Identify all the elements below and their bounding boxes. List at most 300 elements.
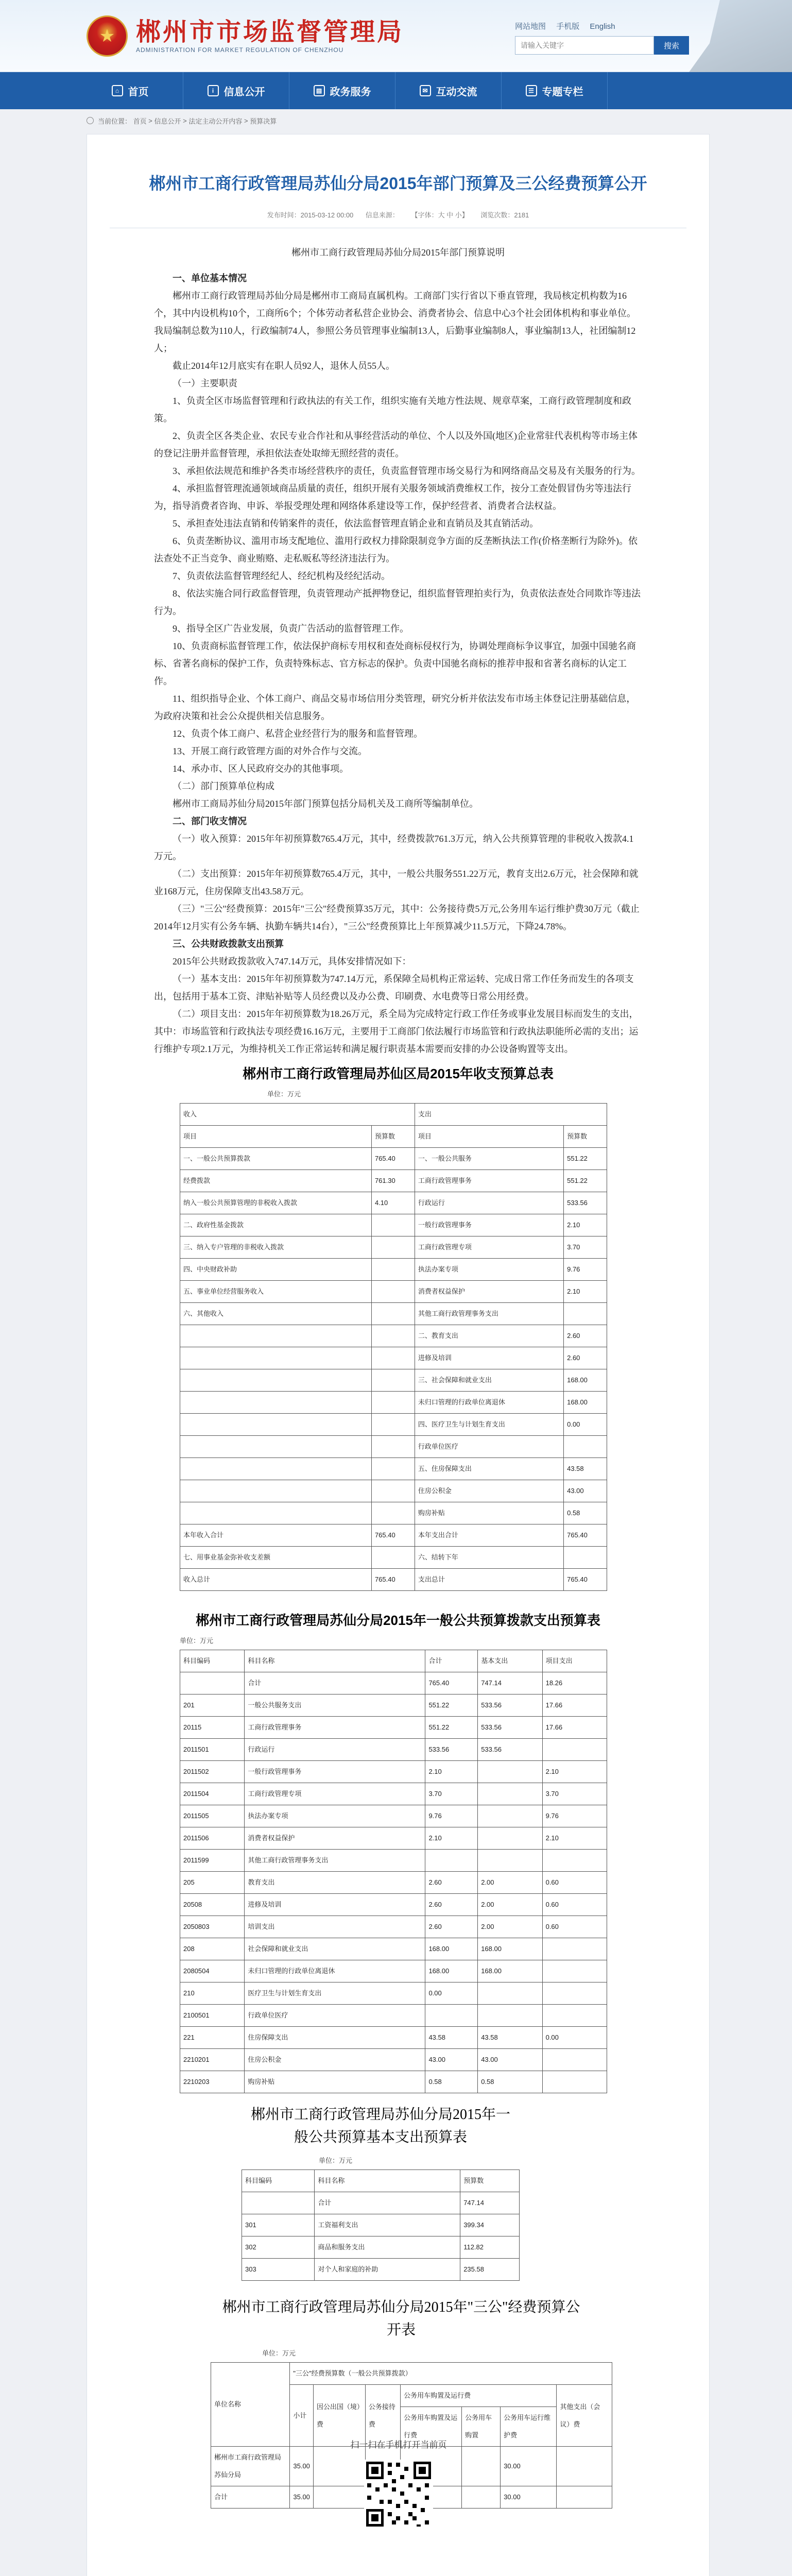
table-cell: [180, 1458, 372, 1480]
table-row: [180, 1717, 607, 1739]
table-cell: 43.58: [564, 1458, 607, 1480]
table-row: [180, 1347, 607, 1369]
table-cell: 235.58: [460, 2259, 520, 2281]
article-meta: [87, 210, 709, 219]
nav-interaction[interactable]: ✉ 互动交流: [395, 72, 502, 109]
table-cell: 2100501: [180, 2005, 245, 2027]
table-cell: 551.22: [425, 1694, 478, 1717]
table-cell: [371, 1325, 415, 1347]
paragraph: 6、负责垄断协议、滥用市场支配地位、滥用行政权力排除限制竞争方面的反垄断执法工作(价格垄断行为除外)。依法查处不正当竞争、商业贿赂、走私贩私等经济违法行为。: [154, 536, 638, 564]
table-cell: [542, 1739, 607, 1761]
table-row: [180, 1392, 607, 1414]
table-cell: 工商行政管理事务: [245, 1717, 425, 1739]
table-row: [180, 1303, 607, 1325]
table-row: [242, 2236, 520, 2259]
table-cell: 0.60: [542, 1916, 607, 1938]
view-count: 浏览次数：2181: [480, 211, 529, 219]
table-cell: [542, 1960, 607, 1982]
table-cell: 其他工商行政管理事务支出: [415, 1303, 563, 1325]
basic-expense-table: [242, 2170, 520, 2281]
table-cell: 合计: [211, 2486, 290, 2509]
top-link-english[interactable]: English: [590, 22, 615, 31]
top-link-mobile[interactable]: 手机版: [556, 22, 580, 31]
table-cell: 购房补贴: [245, 2071, 425, 2093]
table-cell: 168.00: [564, 1369, 607, 1392]
table-cell: [371, 1502, 415, 1524]
paragraph: 三、公共财政拨款支出预算: [173, 939, 284, 949]
table-cell: [478, 1761, 542, 1783]
table-cell: 20115: [180, 1717, 245, 1739]
table-cell: 0.58: [425, 2071, 478, 2093]
table-cell: [371, 1414, 415, 1436]
publish-time: 发布时间：2015-03-12 00:00: [267, 211, 354, 219]
table-cell: 210: [180, 1982, 245, 2005]
table-cell: [371, 1214, 415, 1236]
table-row: [180, 1414, 607, 1436]
table-cell: 2011599: [180, 1850, 245, 1872]
nav-topics[interactable]: ☰ 专题专栏: [502, 72, 608, 109]
table-cell: 经费拨款: [180, 1170, 372, 1192]
table-cell: [180, 1325, 372, 1347]
table-cell: 2.10: [542, 1827, 607, 1850]
table-cell: 302: [242, 2236, 315, 2259]
table-cell: 168.00: [478, 1960, 542, 1982]
breadcrumb-home[interactable]: 首页: [133, 117, 147, 125]
breadcrumb-info[interactable]: 信息公开: [154, 117, 181, 125]
table-row: [180, 1259, 607, 1281]
table-cell: 30.00: [501, 2447, 557, 2486]
paragraph: （一）主要职责: [173, 378, 237, 388]
site-subtitle: ADMINISTRATION FOR MARKET REGULATION OF CHENZHOU: [136, 46, 344, 54]
paragraph: 4、承担监督管理流通领域商品质量的责任，组织开展有关服务领域消费维权工作，按分工查处假冒伪劣等违法行为，指导消费者咨询、申诉、举报受理处理和网络体系建设等工作，保护经营者、消费者合法权益。: [154, 483, 631, 511]
table-row: [180, 1569, 607, 1591]
top-links: [515, 21, 624, 31]
table-cell: 购房补贴: [415, 1502, 563, 1524]
table-cell: [371, 1458, 415, 1480]
table-row: [180, 2049, 607, 2071]
table-cell: 住房保障支出: [245, 2027, 425, 2049]
table-row: [180, 1960, 607, 1982]
table-cell: 一般公共服务支出: [245, 1694, 425, 1717]
table-row: [180, 1938, 607, 1960]
paragraph: 郴州市工商局苏仙分局2015年部门预算包括分局机关及工商所等编制单位。: [173, 799, 478, 809]
table-row: [180, 1827, 607, 1850]
table-cell: 35.00: [290, 2447, 314, 2486]
table-cell: 205: [180, 1872, 245, 1894]
table1-unit: 单位：万元: [267, 1090, 301, 1098]
table-cell: 支出总计: [415, 1569, 563, 1591]
table-cell: 执法办案专项: [245, 1805, 425, 1827]
table-cell: 2050803: [180, 1916, 245, 1938]
table-header: 项目: [415, 1126, 563, 1148]
table-cell: 765.40: [425, 1672, 478, 1694]
table-cell: 2.60: [425, 1894, 478, 1916]
search-input[interactable]: [515, 36, 654, 55]
table-cell: 2011502: [180, 1761, 245, 1783]
public-budget-expense-table: [180, 1650, 607, 2093]
table-cell: 四、中央财政补助: [180, 1259, 372, 1281]
table-cell: 四、医疗卫生与计划生育支出: [415, 1414, 563, 1436]
table-cell: [180, 1672, 245, 1694]
table-cell: 43.58: [478, 2027, 542, 2049]
table-cell: 20508: [180, 1894, 245, 1916]
service-icon: ▤: [314, 85, 325, 96]
table1-title: 郴州市工商行政管理局苏仙区局2015年收支预算总表: [243, 1066, 554, 1081]
table-cell: 行政运行: [415, 1192, 563, 1214]
table-row: [180, 1672, 607, 1694]
table-row: [180, 1148, 607, 1170]
table-row: [180, 1547, 607, 1569]
table-row: [180, 1524, 607, 1547]
table-cell: 六、其他收入: [180, 1303, 372, 1325]
table-cell: 工商行政管理事务: [415, 1170, 563, 1192]
table-cell: 合计: [315, 2192, 460, 2214]
table-cell: 2.00: [478, 1872, 542, 1894]
table-cell: [564, 1547, 607, 1569]
table-cell: [371, 1281, 415, 1303]
table-cell: 住房公积金: [245, 2049, 425, 2071]
table-cell: 533.56: [425, 1739, 478, 1761]
table-cell: 教育支出: [245, 1872, 425, 1894]
table-cell: 商品和服务支出: [315, 2236, 460, 2259]
table-cell: 168.00: [564, 1392, 607, 1414]
article-title: 郴州市工商行政管理局苏仙分局2015年部门预算及三公经费预算公开: [149, 174, 647, 193]
table-cell: 9.76: [542, 1805, 607, 1827]
paragraph: （二）部门预算单位构成: [173, 781, 274, 791]
table-cell: 社会保障和就业支出: [245, 1938, 425, 1960]
table-header: 项目: [180, 1126, 372, 1148]
paragraph-list: [154, 269, 642, 1058]
table-cell: [542, 1850, 607, 1872]
table-cell: 医疗卫生与计划生育支出: [245, 1982, 425, 2005]
table-cell: 一、一般公共服务: [415, 1148, 563, 1170]
table-cell: 住房公积金: [415, 1480, 563, 1502]
nav-home[interactable]: ⌂ 首页: [77, 72, 183, 109]
table-cell: 168.00: [425, 1938, 478, 1960]
table-cell: [564, 1436, 607, 1458]
table-cell: 4.10: [371, 1192, 415, 1214]
nav-service[interactable]: ▤ 政务服务: [289, 72, 395, 109]
table-cell: 2210203: [180, 2071, 245, 2093]
table-cell: 533.56: [478, 1739, 542, 1761]
table-cell: 工商行政管理专项: [245, 1783, 425, 1805]
qr-section: [87, 2437, 710, 2529]
table-row: [180, 1761, 607, 1783]
table-row: [180, 1694, 607, 1717]
table-header: 单位名称: [211, 2363, 290, 2447]
article-content: [87, 228, 709, 2509]
table3-title: 郴州市工商行政管理局苏仙分局2015年一般公共预算基本支出预算表: [250, 2107, 510, 2145]
table-cell: 五、住房保障支出: [415, 1458, 563, 1480]
lion-statue-image: [689, 0, 792, 72]
table-cell: 17.66: [542, 1717, 607, 1739]
table-cell: 43.58: [425, 2027, 478, 2049]
table3-unit: 单位：万元: [319, 2157, 353, 2164]
font-size-switch[interactable]: 【字体：大 中 小】: [411, 211, 469, 219]
paragraph: 5、承担查处违法直销和传销案件的责任，依法监督管理直销企业和直销员及其直销活动。: [173, 518, 539, 529]
table-row: [180, 1502, 607, 1524]
table2-unit: 单位：万元: [180, 1637, 214, 1645]
breadcrumb: 当前位置： 首页 > 信息公开 > 法定主动公开内容 > 预算决算: [0, 109, 792, 132]
table-cell: 301: [242, 2214, 315, 2236]
table-row: [180, 1805, 607, 1827]
breadcrumb-public-content[interactable]: 法定主动公开内容: [188, 117, 243, 125]
table-cell: [564, 1303, 607, 1325]
table-cell: 112.82: [460, 2236, 520, 2259]
table-header: "三公"经费预算数（一般公共预算拨款）: [290, 2363, 612, 2385]
table-row: [180, 1281, 607, 1303]
table-row: [242, 2192, 520, 2214]
paragraph: 13、开展工商行政管理方面的对外合作与交流。: [173, 746, 367, 756]
table-cell: 进修及培训: [415, 1347, 563, 1369]
site-header: [0, 0, 792, 72]
paragraph: 10、负责商标监督管理工作，依法保护商标专用权和查处商标侵权行为，协调处理商标争议事宜，加强中国驰名商标、省著名商标的保护工作，负责特殊标志、官方标志的保护。负责中国驰名商标的推荐申报和省著名商标的认定工作。: [154, 641, 636, 686]
table-cell: 303: [242, 2259, 315, 2281]
table-cell: [478, 2005, 542, 2027]
table-cell: [180, 1414, 372, 1436]
site-logo[interactable]: [87, 15, 404, 57]
table-row: [180, 1894, 607, 1916]
table-cell: 168.00: [425, 1960, 478, 1982]
table-cell: 合计: [245, 1672, 425, 1694]
table-cell: [371, 1369, 415, 1392]
national-emblem-icon: ★: [87, 15, 128, 57]
table-cell: 本年支出合计: [415, 1524, 563, 1547]
table-cell: 3.70: [564, 1236, 607, 1259]
breadcrumb-budget[interactable]: 预算决算: [250, 117, 277, 125]
table-cell: 168.00: [478, 1938, 542, 1960]
table-cell: 执法办案专项: [415, 1259, 563, 1281]
table-cell: 对个人和家庭的补助: [315, 2259, 460, 2281]
table-header: 收入: [180, 1104, 415, 1126]
table-header: 科目编码: [180, 1650, 245, 1672]
table-cell: 工资福利支出: [315, 2214, 460, 2236]
table-cell: 747.14: [460, 2192, 520, 2214]
table-cell: 17.66: [542, 1694, 607, 1717]
table-cell: 三、社会保障和就业支出: [415, 1369, 563, 1392]
paragraph: 1、负责全区市场监督管理和行政执法的有关工作，组织实施有关地方性法规、规章草案，工商行政管理制度和政策。: [154, 396, 631, 423]
table-cell: 2210201: [180, 2049, 245, 2071]
info-icon: i: [208, 85, 219, 96]
table-cell: 一、一般公共预算拨款: [180, 1148, 372, 1170]
table-row: [180, 1192, 607, 1214]
table-cell: 533.56: [478, 1694, 542, 1717]
table-row: [180, 1982, 607, 2005]
search-bar: [515, 36, 689, 55]
table-cell: 221: [180, 2027, 245, 2049]
table-row: [180, 1480, 607, 1502]
table-cell: 2.10: [425, 1827, 478, 1850]
paragraph: 9、指导全区广告业发展，负责广告活动的监督管理工作。: [173, 623, 409, 634]
table-cell: [478, 1783, 542, 1805]
table-cell: 208: [180, 1938, 245, 1960]
table-header: 其他支出（会议）费: [557, 2385, 612, 2447]
table-cell: 2.60: [425, 1872, 478, 1894]
table-cell: 3.70: [542, 1783, 607, 1805]
table-cell: [478, 1850, 542, 1872]
table-cell: [180, 1392, 372, 1414]
table-row: [180, 2071, 607, 2093]
table-row: [180, 1739, 607, 1761]
table-cell: 765.40: [564, 1569, 607, 1591]
table-cell: 0.58: [564, 1502, 607, 1524]
table-header: 预算数: [460, 2170, 520, 2192]
table-cell: [425, 2005, 478, 2027]
table-cell: 9.76: [564, 1259, 607, 1281]
table-header: 支出: [415, 1104, 607, 1126]
table-cell: 2.60: [564, 1325, 607, 1347]
table-header: 基本支出: [478, 1650, 542, 1672]
table-cell: [371, 1347, 415, 1369]
table-row: [180, 1236, 607, 1259]
table-header: 预算数: [564, 1126, 607, 1148]
table4-unit: 单位：万元: [262, 2349, 296, 2357]
table-cell: 2011501: [180, 1739, 245, 1761]
table-cell: [542, 2071, 607, 2093]
table-cell: 43.00: [425, 2049, 478, 2071]
table-header: 因公出国（境）费: [313, 2385, 365, 2447]
table-cell: 消费者权益保护: [245, 1827, 425, 1850]
chat-icon: ✉: [420, 85, 431, 96]
table-cell: [478, 1982, 542, 2005]
table-row: [180, 1436, 607, 1458]
table-cell: 2.10: [425, 1761, 478, 1783]
table-cell: 培训支出: [245, 1916, 425, 1938]
table-cell: 9.76: [425, 1805, 478, 1827]
table-cell: [542, 1938, 607, 1960]
table-header: 科目编码: [242, 2170, 315, 2192]
table-header: 科目名称: [315, 2170, 460, 2192]
table-header: 项目支出: [542, 1650, 607, 1672]
table-row: [180, 1170, 607, 1192]
nav-info[interactable]: i 信息公开: [183, 72, 289, 109]
table-cell: [180, 1436, 372, 1458]
table-cell: 2011504: [180, 1783, 245, 1805]
table-cell: 533.56: [478, 1717, 542, 1739]
table-cell: 201: [180, 1694, 245, 1717]
paragraph: （三）"三公"经费预算：2015年"三公"经费预算35万元，其中：公务接待费5万元,公务用车运行维护费30万元（截止2014年12月实有公务车辆、执勤车辆共14台），"三公"经费预算比上年预算减少11.5万元，下降24.78%。: [154, 904, 640, 931]
paragraph: 14、承办市、区人民政府交办的其他事项。: [173, 764, 349, 774]
table-cell: [371, 1480, 415, 1502]
table-cell: 进修及培训: [245, 1894, 425, 1916]
table-header: 科目名称: [245, 1650, 425, 1672]
table-row: [180, 1369, 607, 1392]
table-header: 合计: [425, 1650, 478, 1672]
table-cell: 3.70: [425, 1783, 478, 1805]
table-cell: 2.00: [478, 1916, 542, 1938]
table-cell: 0.60: [542, 1872, 607, 1894]
search-button[interactable]: 搜索: [654, 36, 689, 55]
table-cell: 郴州市工商行政管理局苏仙分局: [211, 2447, 290, 2486]
table-cell: 2011505: [180, 1805, 245, 1827]
table-cell: 533.56: [564, 1192, 607, 1214]
qr-label: 扫一扫在手机打开当前页: [350, 2440, 447, 2450]
table-cell: [371, 1236, 415, 1259]
table-cell: 0.00: [564, 1414, 607, 1436]
table-cell: 行政运行: [245, 1739, 425, 1761]
table-cell: [425, 1850, 478, 1872]
table-cell: 2.10: [564, 1281, 607, 1303]
table-cell: 工商行政管理专项: [415, 1236, 563, 1259]
paragraph: 8、依法实施合同行政监督管理，负责管理动产抵押物登记，组织监督管理拍卖行为，负责依法查处合同欺诈等违法行为。: [154, 588, 641, 616]
paragraph: 截止2014年12月底实有在职人员92人，退休人员55人。: [173, 361, 395, 371]
table-cell: [180, 1502, 372, 1524]
table-cell: 2080504: [180, 1960, 245, 1982]
table-cell: 765.40: [371, 1524, 415, 1547]
home-icon: ⌂: [112, 85, 123, 96]
table-cell: 消费者权益保护: [415, 1281, 563, 1303]
table-cell: 2011506: [180, 1827, 245, 1850]
top-link-sitemap[interactable]: 网站地图: [515, 22, 546, 31]
table-cell: 2.60: [564, 1347, 607, 1369]
table-header: 公务接待费: [365, 2385, 400, 2447]
table-cell: [180, 1480, 372, 1502]
table-cell: 761.30: [371, 1170, 415, 1192]
table-cell: 0.00: [425, 1982, 478, 2005]
table-cell: 2.60: [425, 1916, 478, 1938]
table-cell: 二、政府性基金拨款: [180, 1214, 372, 1236]
paragraph: 二、部门收支情况: [173, 816, 247, 826]
table-header: 预算数: [371, 1126, 415, 1148]
paragraph: 11、组织指导企业、个体工商户、商品交易市场信用分类管理，研究分析并依法发布市场主体登记注册基础信息，为政府决策和社会公众提供相关信息服务。: [154, 693, 636, 721]
table-cell: 一般行政管理事务: [415, 1214, 563, 1236]
table-row: [180, 1872, 607, 1894]
location-icon: [87, 117, 94, 124]
table-cell: 七、用事业基金弥补收支差额: [180, 1547, 372, 1569]
table-header: 公务用车购置及运行费: [401, 2385, 557, 2407]
table-cell: [371, 1547, 415, 1569]
table-header: 公务用车购置: [462, 2407, 501, 2447]
paragraph: 一、单位基本情况: [173, 273, 247, 283]
doc-title: 郴州市工商行政管理局苏仙分局2015年部门预算说明: [291, 247, 505, 258]
table-header: 公务用车购置及运行费: [401, 2407, 462, 2447]
table-cell: [371, 1303, 415, 1325]
table-cell: 纳入一般公共预算管理的非税收入拨款: [180, 1192, 372, 1214]
table-row: [180, 1783, 607, 1805]
paragraph: （一）收入预算：2015年年初预算数765.4万元，其中，经费拨款761.3万元，纳入公共预算管理的非税收入拨款4.1万元。: [154, 834, 634, 861]
table-cell: [371, 1436, 415, 1458]
table-cell: 765.40: [371, 1148, 415, 1170]
table-header: 小计: [290, 2385, 314, 2447]
paragraph: 郴州市工商行政管理局苏仙分局是郴州市工商局直属机构。工商部门实行省以下垂直管理，我局核定机构数为16个，其中内设机构10个，工商所6个；个体劳动者私营企业协会、消费者协会、信息中心3个社会团体机构和事业单位。我局编制总数为110人，行政编制74人，参照公务员管理事业编制13人，后勤事业编制8人，事业编制13人，社团编制12人；: [154, 291, 636, 353]
table-header: 公务用车运行维护费: [501, 2407, 557, 2447]
paragraph: 7、负责依法监督管理经纪人、经纪机构及经纪活动。: [173, 571, 390, 581]
table-row: [180, 1214, 607, 1236]
paragraph: （二）支出预算：2015年年初预算数765.4万元，其中，一般公共服务551.22万元，教育支出2.6万元，社会保障和就业168万元，住房保障支出43.58万元。: [154, 869, 639, 896]
table-cell: 三、纳入专户管理的非税收入拨款: [180, 1236, 372, 1259]
table2-title: 郴州市工商行政管理局苏仙分局2015年一般公共预算拨款支出预算表: [196, 1613, 600, 1628]
table-cell: 收入总计: [180, 1569, 372, 1591]
table-cell: 2.10: [542, 1761, 607, 1783]
site-title: 郴州市市场监督管理局: [136, 19, 404, 46]
table-cell: 551.22: [564, 1148, 607, 1170]
table-cell: [478, 1805, 542, 1827]
table-cell: 一般行政管理事务: [245, 1761, 425, 1783]
table-cell: 43.00: [478, 2049, 542, 2071]
table-cell: 2.00: [478, 1894, 542, 1916]
paragraph: 2、负责全区各类企业、农民专业合作社和从事经营活动的单位、个人以及外国(地区)企业常驻代表机构等市场主体的登记注册并监督管理，承担依法查处取缔无照经营的责任。: [154, 431, 638, 459]
table-row: [180, 1325, 607, 1347]
table-cell: 2.10: [564, 1214, 607, 1236]
table-cell: 551.22: [564, 1170, 607, 1192]
paragraph: 2015年公共财政拨款收入747.14万元，具体安排情况如下：: [173, 956, 411, 967]
table-cell: 未归口管理的行政单位离退休: [245, 1960, 425, 1982]
table-cell: 35.00: [290, 2486, 314, 2509]
table-cell: 0.00: [542, 2027, 607, 2049]
table-cell: 765.40: [564, 1524, 607, 1547]
table-cell: 五、事业单位经营服务收入: [180, 1281, 372, 1303]
table-cell: [371, 1259, 415, 1281]
